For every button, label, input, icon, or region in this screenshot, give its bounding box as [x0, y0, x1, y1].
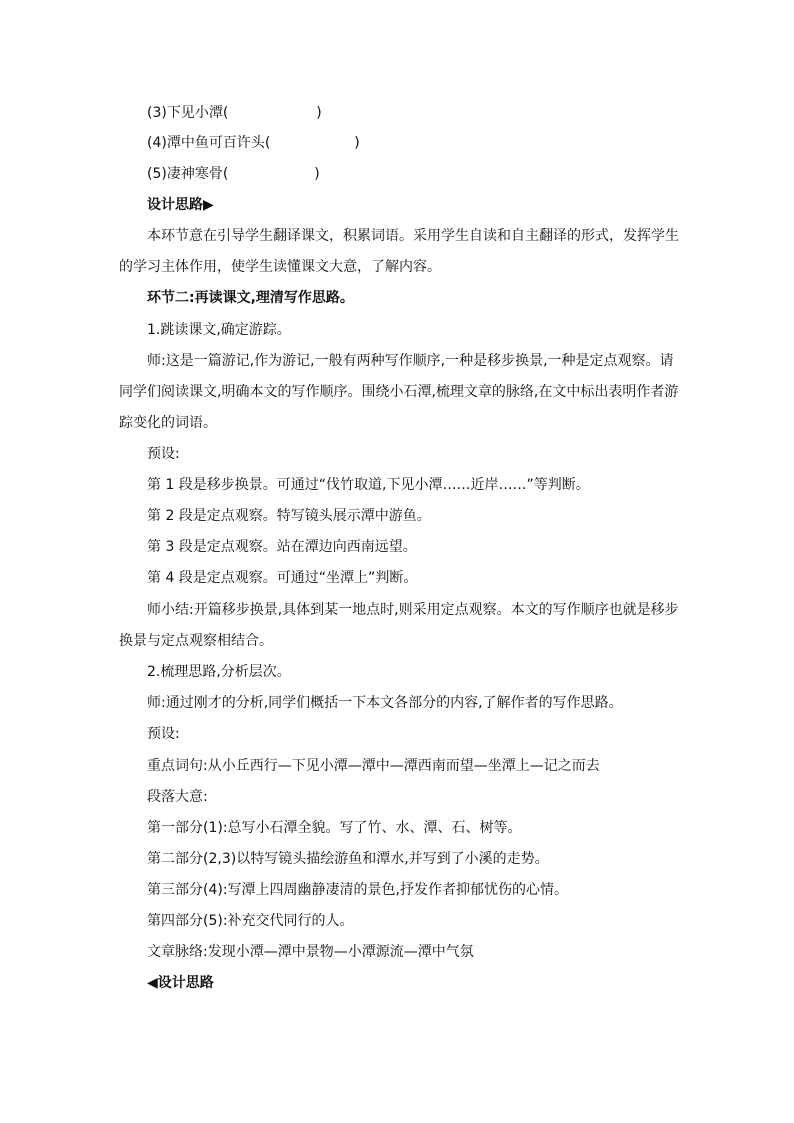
teacher-summary-line-1: 师小结:开篇移步换景,具体到某一地点时,则采用定点观察。本文的写作顺序也就是移步 — [147, 602, 679, 618]
article-context-line: 文章脉络:发现小潭—潭中景物—小潭源流—潭中气氛 — [147, 944, 474, 960]
keywords-line: 重点词句:从小丘西行—下见小潭—潭中—潭西南而望—坐潭上—记之而去 — [147, 758, 600, 774]
exercise-item-4-close: ) — [354, 135, 360, 151]
exercise-item-3 — [147, 103, 322, 123]
exercise-item-4-label: (4)潭中鱼可百许头( — [147, 135, 271, 151]
design-idea-text-line-1: 本环节意在引导学生翻译课文，积累词语。采用学生自读和自主翻译的形式，发挥学生 — [147, 228, 679, 244]
paragraph-note-4: 第 4 段是定点观察。可通过“坐潭上”判断。 — [147, 570, 418, 586]
teacher-prompt-line-1: 师:这是一篇游记,作为游记,一般有两种写作顺序,一种是移步换景,一种是定点观察。请 — [147, 353, 674, 369]
part-3-summary: 第三部分(4):写潭上四周幽静凄清的景色,抒发作者抑郁忧伤的心情。 — [147, 882, 568, 898]
part-1-summary: 第一部分(1):总写小石潭全貌。写了竹、水、潭、石、树等。 — [147, 820, 522, 836]
paragraph-note-3: 第 3 段是定点观察。站在潭边向西南远望。 — [147, 539, 417, 555]
teacher-prompt-2: 师:通过刚才的分析,同学们概括一下本文各部分的内容,了解作者的写作思路。 — [147, 695, 623, 711]
exercise-item-4 — [147, 133, 360, 153]
teacher-summary-line-2: 换景与定点观察相结合。 — [119, 633, 273, 649]
teacher-prompt-line-3: 踪变化的词语。 — [119, 415, 217, 431]
exercise-item-3-close: ) — [316, 105, 322, 121]
step-1-title: 1.跳读课文,确定游踪。 — [147, 322, 291, 338]
design-idea-heading-2: ◀设计思路 — [147, 975, 214, 991]
exercise-item-3-label: (3)下见小潭( — [147, 105, 229, 121]
design-idea-text-line-2: 的学习主体作用，使学生读懂课文大意，了解内容。 — [119, 259, 441, 275]
design-idea-heading: 设计思路▶ — [147, 197, 214, 213]
exercise-item-5 — [147, 164, 320, 184]
paragraph-note-2: 第 2 段是定点观察。特写镜头展示潭中游鱼。 — [147, 508, 431, 524]
teacher-prompt-line-2: 同学们阅读课文,明确本文的写作顺序。围绕小石潭,梳理文章的脉络,在文中标出表明作者游 — [119, 384, 679, 400]
section-2-heading: 环节二:再读课文,理清写作思路。 — [147, 290, 354, 306]
preset-label-2: 预设: — [147, 726, 180, 742]
part-4-summary: 第四部分(5):补充交代同行的人。 — [147, 913, 354, 929]
paragraph-meaning-label: 段落大意: — [147, 789, 208, 805]
preset-label-1: 预设: — [147, 446, 180, 462]
part-2-summary: 第二部分(2,3)以特写镜头描绘游鱼和潭水,并写到了小溪的走势。 — [147, 851, 549, 867]
exercise-item-5-label: (5)凄神寒骨( — [147, 166, 229, 182]
paragraph-note-1: 第 1 段是移步换景。可通过“伐竹取道,下见小潭……近岸……”等判断。 — [147, 477, 590, 493]
step-2-title: 2.梳理思路,分析层次。 — [147, 664, 291, 680]
exercise-item-5-close: ) — [314, 166, 320, 182]
